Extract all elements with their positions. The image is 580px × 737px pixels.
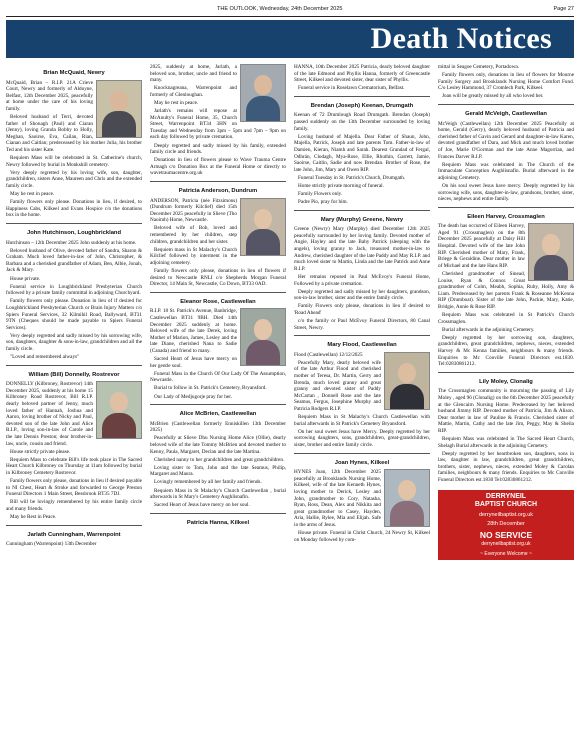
notice-text: ANDERSON, Patricia (née Fitzsimons) (Dundrum formerly Kilclief) died 15th December 2025 peacefully in Slieve (Tho Naoimh) Home, Newcastle.	[150, 197, 237, 224]
notice-text: Sacred Heart of Jesus have mercy on her soul.	[154, 502, 250, 509]
notices-columns	[6, 64, 574, 734]
notice-text: Requiem Mass was celebrated in The Church of the Immaculate Conception Aughlisnafin. Burial afterward in the adjoining Cemetery.	[438, 161, 574, 181]
notice-text: Hutchinson – 12th December 2025 John suddenly at his home.	[6, 239, 137, 246]
notice-text: Deeply regretted by her sorrowing son, daughters, grandchildren, great grandchildren, nephews, nieces, extended Harvey & Mc Kenna families, neighbours & many friends. Enquiries to Mc Conville Funeral Directors est.1830. Tel:02830861212.	[438, 334, 574, 368]
notice-text: Family flowers only please, donations in lieu if desired payable to NI Chest, Heart & Stroke and forwarded to George Preston Funeral Directors 1 Main Street, Bessbrook BT35 7DJ.	[6, 478, 142, 498]
notice-text: Greene (Newry) Mary (Murphy) died December 12th 2025 peacefully surrounded by her loving family. Devoted mother of Angie, Hayley and the late Baby Patrick (sleeping with the angels), loving granny to Jack, treasured mother-in-law to Andrew, cherished daughter of the late Paddy and May R.I.P. and much loved sister to Martin, Linda and the late Patrick and Anne R.I.P.	[294, 226, 430, 272]
notice-text: Her remains reposed in Paul McEvoy's Funeral Home, Followed by a private cremation.	[294, 273, 430, 287]
page-number: Page 27	[553, 6, 574, 12]
ad-no-service: NO SERVICE	[479, 529, 533, 540]
notice-text: House private. Funeral in Christ Church, 24 Newry St, Kilkeel on Monday followed by com-	[294, 530, 430, 543]
notice-text: Donations in lieu of flowers please to Wave Trauma Centre Armagh c/o Donation Box at the Funeral Home or directly to wavetraumacentre.org.uk	[150, 157, 286, 177]
notice-text: Knocknagreana, Warrenpoint and formerly of Glenloughan.	[150, 85, 237, 98]
notice-text: McBrien (Castlewellan formerly Enniskillen 13th December 2025)	[150, 420, 286, 434]
ad-website-footer: derryneilbaptist.org.uk	[481, 541, 531, 548]
notice-text: Flood (Castlewellan) 12/12/2025	[294, 351, 363, 358]
notice-text: "Loved and remembered always"	[10, 354, 80, 361]
running-header	[6, 0, 574, 17]
notice-text: 2025, suddenly at home, Jarlath, a beloved son, brother, uncle and friend to many.	[150, 64, 237, 84]
notice-text: Loving husband of Majella. Dear Father of Shaun, John, Majella, Patrick, Joseph and late parents Tom. Father-in-law of Damien, Kieran, Niamh and Sarah. Dearest Grandad of Fergal, Odhrán, Clodagh, Mya-Rose, Ellie, Rhuthin, Garrett, Jamie, Saoirse, Caitlin, Sadie and now Brendan. Brother of Rose, the late John, Jim, Mary and Owen RIP.	[294, 133, 430, 173]
portrait-photo	[96, 80, 142, 138]
portrait-photo	[528, 223, 574, 281]
notice-text: Jarlath's remains will repose at McAnulty's Funeral Home, 35, Church Street, Warrenpoint BT34 3HN on Tuesday and Wednesday from 3pm – 5pm and 7pm – 9pm on each day followed by private cremation.	[150, 108, 286, 141]
notice-text: Family Flowers only please, donations in lieu if desired to 'Road Ahead'	[294, 303, 430, 316]
notice-text: Family Flowers only.	[298, 191, 343, 197]
portrait-photo	[240, 198, 286, 256]
notice-text: McQuaid, Brian – R.I.P. 21A Crieve Court, Newry and formerly of Aldoyne, Belfast, 12th December 2025, peacefully at home under the care of his loving family.	[6, 79, 93, 112]
notice-text: Funeral service in Roselawn Crematorium, Belfast.	[298, 85, 405, 92]
notice-text: Joan will be greatly missed by all who loved her.	[442, 93, 544, 100]
notice-text: Cunningham (Warrenpoint) 13th December	[6, 541, 97, 548]
notice-heading: Patricia Hanna, Kilkeel	[186, 519, 250, 526]
divider	[438, 104, 574, 105]
notice-text: Family flowers only please. Donation in lieu of if desired for Loughbrickland Presbyterian Church or Brain Injury Matters c/o Spiers Funeral Services, 32 Kilmihil Road, Ballyward, BT31 9TN (Cheques should be made payable to Spiers Funeral Services).	[6, 298, 142, 331]
notice-text: Requiem Mass will be celebrated in St. Catherine's church, Newry followed by burial in Monkshill cemetery.	[6, 155, 142, 168]
notice-text: Cherished nanny to her grandchildren and great grandchildren.	[154, 456, 285, 463]
notice-text: Requiem Mass in St Malachy's Church Castlewellan , burial afterwards in St Mary's Cemetery Aughlisnafin.	[150, 487, 286, 501]
divider	[150, 181, 286, 182]
notice-text: Burial to follow in St. Patrick's Cemetery, Bryansford.	[154, 385, 267, 392]
divider	[438, 207, 574, 208]
notice-text: Deeply regretted by her heartbroken son, daughters, sons in law, daughter in law, grandchildren, great grandchildren, brothers, sister, nephews, nieces, extended Moley & Carolan families, neighbours & many friends. Enquiries to Mc Conville Funeral Directors est.1830 Tel:02830861212.	[438, 450, 574, 484]
notice-text: Very deeply regretted by his loving wife, son, daughter, grandchildren, sisters Anne, Maureen and Chris and the extended family circle.	[6, 169, 142, 189]
notice-text: Funeral service in Loughbrickland Presbyterian Church followed by a private family committal in adjoining Churchyard.	[6, 283, 142, 297]
notice-text: The Crossmaglen community is mourning the passing of Lily Moley , aged 96 (Clonalig) on the 6th December 2025 peacefully at the Glencairn Nursing Home. Predeceased by her beloved husband Jimmy RIP. Devoted mother of Patricia, Jim & Alison. Dear mother in law of Pauline & Francis. Cherished sister of Mattie, Martin, Cathy and the late Jim, Peggy, May & Sheila RIP.	[438, 388, 574, 434]
notice-heading: John Hutchinson, Loughbrickland	[26, 229, 122, 236]
notice-heading: William (Bill) Donnelly, Rostrevor	[28, 371, 120, 378]
notice-heading: Joan Hynes, Kilkeel	[334, 459, 390, 466]
notice-text: HANNA, 10th December 2025 Patricia, dearly beloved daughter of the late Edmond and Phyllis Hanna, formerly of Greencastle Street, Kilkeel and devoted sister, dear sister of Phyllis.	[294, 64, 430, 84]
ad-church-type: BAPTIST CHURCH	[474, 500, 538, 508]
notice-text: DONNELLY (Kilbroney, Rostrevor) 14th December 2025, suddenly at his home 15 Kilbroney Road Rostrevor, Bill R.I.P. dearly beloved partner of Jenny, much loved father of Hannah, Joshua and Aaron, loving brother of Nicky and Paul, devoted son of the late John and Alice R.I.P., loving son-in-law of Carole and the late Dennis Preston; dear brother-in-law, uncle, cousin and friend.	[6, 381, 93, 447]
church-advertisement	[438, 490, 574, 560]
divider	[6, 365, 142, 366]
divider	[150, 513, 286, 514]
notice-text: May he rest in peace.	[10, 191, 55, 198]
notice-text: Lovingly remembered by all her family and friends.	[154, 479, 262, 486]
notice-text: Loving sister to Tom, John and the late Seamus, Philip, Margaret and Maura.	[150, 464, 286, 478]
notice-heading: Eileen Harvey, Crossmaglen	[467, 213, 545, 220]
notice-text: Funeral Mass in the Church Of Our Lady Of The Assumption, Newcastle.	[150, 370, 286, 384]
notice-text: Family flowers only please, donations in lieu of flowers if desired to Newcastle RNLI c/o Shepherds Morgan Funeral Director, 14 Main St, Newcastle, Co Down, BT33 0AD.	[150, 268, 286, 288]
notice-text: Burial afterwards in the adjoining Cemetery.	[442, 326, 535, 333]
notice-text: Cherished grandmother of Sinead, Louise, Ryan & Connor. Great grandmother of Colm, Meabh, Sophia, Ruby, Holly, Amy & Liam. Predeceased by her parents Frank & Roseanne McKenna RIP (Drumboat). Sister of the late John, Packie, Mary, Katie, Bridgie, Annie & Rose RIP.	[438, 270, 574, 310]
notice-text: Padre Pio, pray for him.	[298, 199, 348, 206]
notice-text: Sacred Heart of Jesus have mercy on her gentle soul.	[150, 356, 237, 369]
notice-text: Deeply regretted and sadly missed by his family, extended family circle and friends.	[150, 142, 286, 156]
portrait-photo	[240, 308, 286, 366]
portrait-photo	[240, 64, 286, 122]
notice-text: Requiem Mass to celebrate Bill's life took place in The Sacred Heart Church Kilbroney on Thursday at 11am followed by burial in Kilbroney Cemetery Rostrevor.	[6, 456, 142, 476]
divider	[294, 96, 430, 97]
notice-text: Peacefully at Slieve Dhu Nursing Home Alice (Ollie), dearly beloved wife of the late Tommy McBrien and devoted mother to Kenny, Paula, Margaret, Declan and the late Martina.	[150, 435, 286, 455]
column-2	[150, 64, 286, 734]
notice-text: Beloved wife of Bob, loved and remembered by her children, step children, grandchildren and her sister.	[150, 225, 237, 245]
section-title: Death Notices	[370, 22, 552, 55]
portrait-photo	[96, 381, 142, 439]
divider	[6, 223, 142, 224]
divider	[294, 210, 430, 211]
notice-text: House private.	[10, 275, 41, 282]
notice-text: Bill will be lovingly remembered by his entire family circle and many friends.	[6, 499, 142, 512]
notice-text: c/o the family or Paul McEvoy Funeral Directors, 80 Canal Street, Newry.	[294, 318, 430, 331]
column-1	[6, 64, 142, 734]
notice-heading: Alice McBrien, Castlewellan	[179, 411, 257, 418]
notice-text: Keenan of 72 Drumlough Road Drumgath. Brendan (Joseph) passed suddenly on the 13th December surrounded by loving family.	[294, 112, 430, 132]
notice-text: Peacefully Mary, dearly beloved wife of the late Arthur Flood and cherished mother of Teresa, Dr. Martin, Gerry and Brenda, much loved granny and great granny and devoted sister of Paddy McCartan , Donnell Rose and the late Seamus, Fergus, Josephine Murphy and Patricia Rodgers R.I.P.	[294, 359, 381, 413]
notice-heading: Brendan (Joseph) Keenan, Drumgath	[310, 102, 414, 109]
column-3	[294, 64, 430, 734]
publication-date: THE OUTLOOK, Wednesday, 24th December 2025	[217, 6, 343, 12]
notice-heading: Mary Flood, Castlewellan	[327, 342, 397, 349]
notice-text: mittal in Seagoe Cemetery, Portadown.	[438, 64, 520, 70]
notice-heading: Lily Moley, Clonalig	[479, 378, 533, 385]
divider	[438, 372, 574, 373]
notice-text: Beloved husband of Terri, devoted father of Shonagh (Paul) and Ciaran (Jenny), loving Granda Bobby to Holly, Meghan, Saoirse, Eva, Cailan, Rian, Cianan and Caitlan; predeceased by his mother Julia, his brother Ted and his sister Kate.	[6, 114, 142, 154]
notice-text: Deeply regretted and sadly missed by her daughters, grandson, son-in-law brother, sister and the entire family circle.	[294, 288, 430, 302]
notice-text: Requiem mass in St Malachy's Church Kilclief followed by interment in the adjoining cemetery.	[150, 246, 237, 266]
notice-heading: Eleanor Rose, Castlewellan	[180, 298, 256, 305]
ad-church-name: DERRYNEIL	[485, 492, 527, 500]
notice-text: Funeral Tuesday in St. Patrick's Church, Drumgath.	[298, 174, 406, 181]
notice-text: McVeigh (Castlewellan) 12th December 2025 Peacefully at home, Gerald (Gerry), dearly beloved husband of Patricia and cherished father of Gavin and Gerard and daughter-in-law Karen, devoted grandfather of Dara, and Mick and much loved brother of Joe, Marie O'Gorman and the late Anne Magorrian, and Frances Darver R.I.P.	[438, 120, 574, 160]
notice-text: Requiem Mass was celebrated in The Sacred Heart Church, Shelagh Burial afterwards in the adjoining Cemetery.	[438, 436, 574, 449]
notice-text: Requiem Mass was celebrated in St Patrick's Church Crossmaglen.	[438, 312, 574, 325]
notice-text: May he rest in peace.	[154, 99, 199, 106]
ad-welcome: ~ Everyone Welcome ~	[480, 551, 532, 558]
divider	[150, 292, 286, 293]
notice-text: Family flowers only, donations in lieu of flowers for Mourne Family Surgery and Brooklands Nursing Home Comfort Fund. C/o Lesley Hammond, 37 Cromlech Park, Kilkeel.	[438, 72, 574, 92]
divider	[294, 453, 430, 454]
column-4	[438, 64, 574, 734]
notice-heading: Jarlath Cunningham, Warrenpoint	[27, 531, 121, 538]
ad-website: derryneilbaptist.org.uk	[478, 511, 534, 518]
divider	[6, 525, 142, 526]
notice-heading: Gerald McVeigh, Castlewellan	[465, 110, 547, 117]
notice-text: Beloved husband of Olive, devoted father of Sandra, Sharon & Graham. Much loved father-in-law of John, Christopher, & Barbara and a cherished grandfather of Adam, Ben, Albie, Jonah, Jack & Mary.	[6, 247, 142, 274]
notice-heading: Brian McQuaid, Newry	[43, 70, 105, 76]
notice-text: Family flowers only please. Donations in lieu, if desired, to Happiness Cabs, Kilkeel and Evans Hospice c/o the donations box in the home.	[6, 199, 142, 219]
notice-text: On his soul sweet Jesus have mercy. Deeply regretted by his sorrowing wife, sons, daughter-in-law, grandsons, brother, sister, nieces, nephews and entire family.	[438, 182, 574, 203]
notice-text: Our Lady of Medjugorje pray for her.	[154, 393, 232, 400]
notice-text: Requiem Mass in St Malachy's Church Castlewellan with burial afterwards in St Patrick's Cemetery Bryansford.	[294, 414, 430, 427]
notice-text: The death has occurred of Eileen Harvey, Aged 91 (Crossmaglen) on the 8th December 2025 peacefully at Daisy Hill Hospital. Devoted wife of the late John RIP. Cherished mother of Mary, Frank, Briege & Geraldine. Dear mother in law of Michael and the late Hans RIP.	[438, 223, 525, 269]
ad-date: 28th December	[487, 521, 525, 528]
notice-text: Very deeply regretted and sadly missed by his sorrowing wife, son, daughters, daughter & sons-in-law, grandchildren and all the family circle.	[6, 332, 142, 352]
notice-text: May he Rest in Peace.	[10, 514, 57, 521]
divider	[294, 335, 430, 336]
notice-text: House strictly private please.	[10, 448, 71, 455]
divider	[150, 404, 286, 405]
notice-text: Home strictly private morning of funeral.	[298, 182, 384, 189]
portrait-photo	[384, 352, 430, 410]
notice-text: R.I.P. 18 St. Patrick's Avenue, Banbridge, Castlewellan BT31 9BH. Died 14th December 2025 suddenly at home. Beloved wife of the late Derek, loving Mother of Marion, James, Lesley and the late Diane, cherished Nana to Sadie (Canada) and friend to many.	[150, 308, 237, 354]
section-banner	[6, 20, 574, 58]
notice-text: On her soul sweet Jesus have Mercy. Deeply regretted by her sorrowing daughters, sons, grandchildren, great-grandchildren, sister, brother and entire family circle.	[294, 428, 430, 448]
notice-heading: Patricia Anderson, Dundrum	[178, 188, 258, 194]
notice-text: HYNES Joan, 12th December 2025 peacefully at Brooklands Nursing Home, Kilkeel, wife of the late Kenneth Hynes, loving mother to Derick, Lesley and John, grandmother to Cory, Natasha, Ryan, Ross, Dean, Alex and Nikkita and great grandmother to Casey, Hayden, Aria, Hallie, Rylee, Mia and Elijah. Safe in the arms of Jesus.	[294, 469, 381, 528]
notice-heading: Mary (Murphy) Greene, Newry	[320, 216, 404, 223]
portrait-photo	[384, 469, 430, 527]
